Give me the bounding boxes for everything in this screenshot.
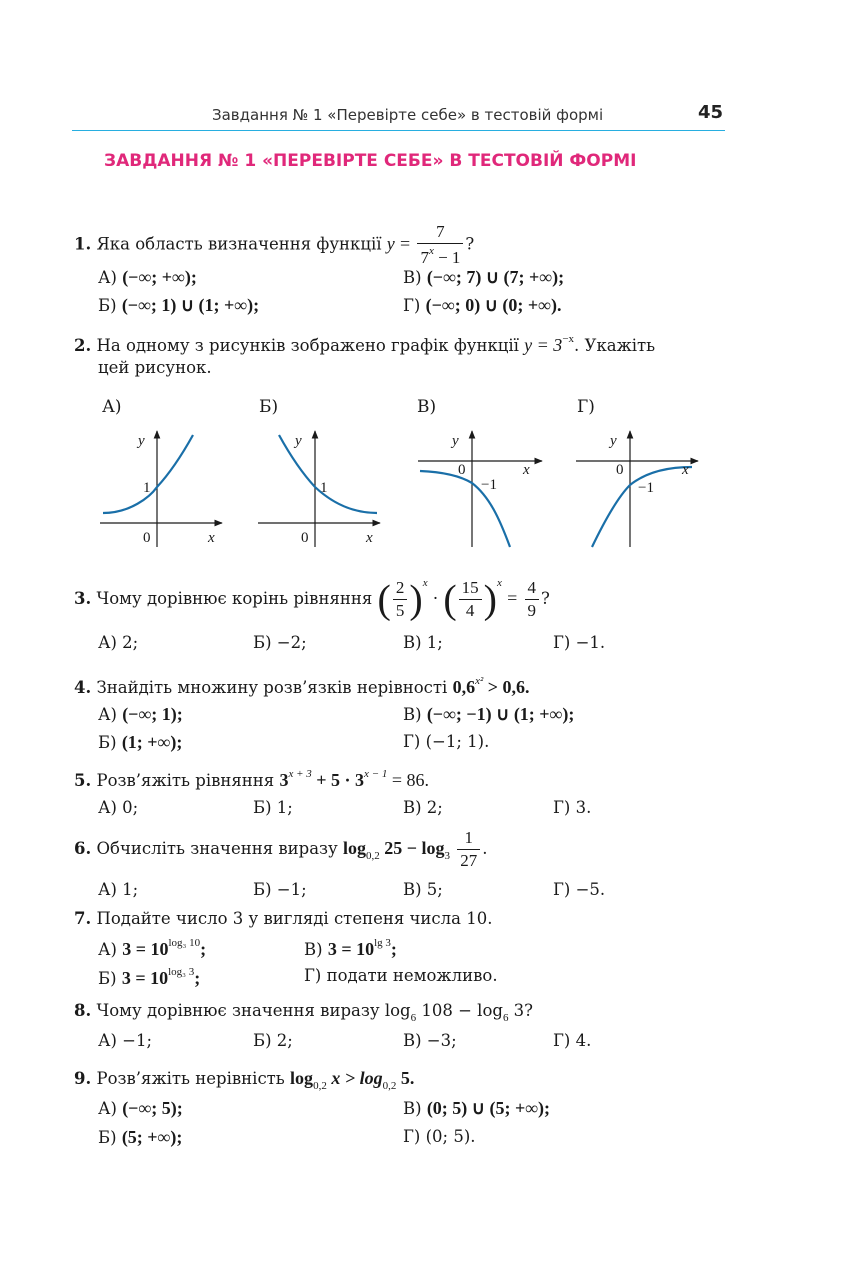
graph-a <box>100 431 222 547</box>
graph-b-zero: 0 <box>301 530 309 546</box>
q6-option-g: Г) −5. <box>553 880 606 899</box>
q8-option-g: Г) 4. <box>553 1031 592 1050</box>
q5-option-g: Г) 3. <box>553 798 592 817</box>
graph-v <box>418 431 542 547</box>
q9-option-b: Б) (5; +∞); <box>98 1127 183 1147</box>
q8-option-b: Б) 2; <box>253 1031 293 1050</box>
question-6: 6. Обчисліть значення виразу $\log_{0,2} 25 - \log_3$ $\frac{1}{27}$ . <box>74 828 488 870</box>
q4-option-g: Г) (−1; 1). <box>403 732 490 751</box>
q9-option-v: В) (0; 5) ∪ (5; +∞); <box>403 1098 551 1118</box>
q6-option-a: А) 1; <box>98 880 139 899</box>
q1-option-b: Б) (−∞; 1) ∪ (1; +∞); <box>98 295 260 315</box>
graph-g-zero: 0 <box>616 462 624 478</box>
question-3: 3. Чому дорівнює корінь рівняння ( $\frac{2}{5}$ )$^x$ · ( $\frac{15}{4}$ )$^x$ = $\frac{4}{9}$ ? <box>74 576 550 622</box>
q3-option-b: Б) −2; <box>253 633 307 652</box>
question-5: 5. Розв’яжіть рівняння $3^{x + 3} + 5 \cdot 3^{x - 1} = 86$. <box>74 768 430 790</box>
running-header <box>72 102 725 131</box>
q6-option-b: Б) −1; <box>253 880 307 899</box>
graph-a-y-label: y <box>138 433 145 449</box>
graph-a-zero: 0 <box>143 530 151 546</box>
q5-option-a: А) 0; <box>98 798 139 817</box>
graph-g-minus-one: −1 <box>638 480 654 496</box>
graph-label-v: В) <box>417 397 437 417</box>
graph-g-y-label: y <box>610 433 617 449</box>
graph-v-minus-one: −1 <box>481 477 497 493</box>
graph-v-zero: 0 <box>458 462 466 478</box>
question-2: 2. На одному з рисунків зображено графік функції $y = 3^{-x}$. Укажіть <box>74 333 656 355</box>
graph-v-x-label: x <box>523 462 530 478</box>
graph-b-x-label: x <box>366 530 373 546</box>
q4-option-b: Б) (1; +∞); <box>98 732 183 752</box>
q7-option-v: В) $3 = 10^{lg 3}$; <box>304 937 397 959</box>
question-2-cont: цей рисунок. <box>98 358 212 377</box>
graph-b <box>258 431 380 547</box>
q9-option-g: Г) (0; 5). <box>403 1127 476 1146</box>
q6-option-v: В) 5; <box>403 880 443 899</box>
q8-option-a: А) −1; <box>98 1031 153 1050</box>
q1-fraction: $\frac{7}{7^x - 1}$ <box>417 222 463 268</box>
graph-a-curve <box>103 435 193 513</box>
graph-g-curve <box>592 467 692 547</box>
question-9: 9. Розв’яжіть нерівність $\log_{0,2} x > \log_{0,2} 5$. <box>74 1068 415 1092</box>
graph-label-g: Г) <box>577 397 595 417</box>
section-title: ЗАВДАННЯ № 1 «ПЕРЕВІРТЕ СЕБЕ» В ТЕСТОВІЙ ФОРМІ <box>104 151 637 171</box>
q7-option-g: Г) подати неможливо. <box>304 966 498 985</box>
q3-option-v: В) 1; <box>403 633 443 652</box>
q5-option-b: Б) 1; <box>253 798 293 817</box>
graph-b-curve <box>279 435 377 513</box>
graph-a-x-label: x <box>208 530 215 546</box>
graphs-figure <box>0 425 850 585</box>
q3-option-g: Г) −1. <box>553 633 606 652</box>
graph-v-y-label: y <box>452 433 459 449</box>
question-4: 4. Знайдіть множину розв’язків нерівності $0,6^{x^2} > 0,6$. <box>74 675 530 697</box>
q9-option-a: А) (−∞; 5); <box>98 1098 183 1118</box>
graph-label-b: Б) <box>259 397 279 417</box>
question-7: 7. Подайте число 3 у вигляді степеня числа 10. <box>74 909 493 928</box>
question-8: 8. Чому дорівнює значення виразу $\log_6 108 - \log_6 3$? <box>74 1001 534 1024</box>
graph-b-y-label: y <box>295 433 302 449</box>
q4-option-v: В) (−∞; −1) ∪ (1; +∞); <box>403 704 575 724</box>
question-1: 1. Яка область визначення функції y = $\frac{7}{7^x - 1}$ ? <box>74 222 475 267</box>
q4-option-a: А) (−∞; 1); <box>98 704 183 724</box>
q1-option-v: В) (−∞; 7) ∪ (7; +∞); <box>403 267 565 287</box>
running-header-title: Завдання № 1 «Перевірте себе» в тестовій формі <box>212 106 604 124</box>
graph-g <box>576 431 698 547</box>
graph-g-x-label: x <box>682 462 689 478</box>
q8-option-v: В) −3; <box>403 1031 457 1050</box>
page-number: 45 <box>697 102 723 123</box>
graph-b-one: 1 <box>320 480 328 496</box>
q5-option-v: В) 2; <box>403 798 443 817</box>
q7-option-b: Б) $3 = 10^{log_3 3}$; <box>98 966 201 988</box>
graph-label-a: А) <box>102 397 122 417</box>
q1-option-g: Г) (−∞; 0) ∪ (0; +∞). <box>403 295 562 315</box>
q3-option-a: А) 2; <box>98 633 139 652</box>
q1-option-a: А) (−∞; +∞); <box>98 267 197 287</box>
q7-option-a: А) $3 = 10^{log_3 10}$; <box>98 937 207 959</box>
graph-a-one: 1 <box>143 480 151 496</box>
